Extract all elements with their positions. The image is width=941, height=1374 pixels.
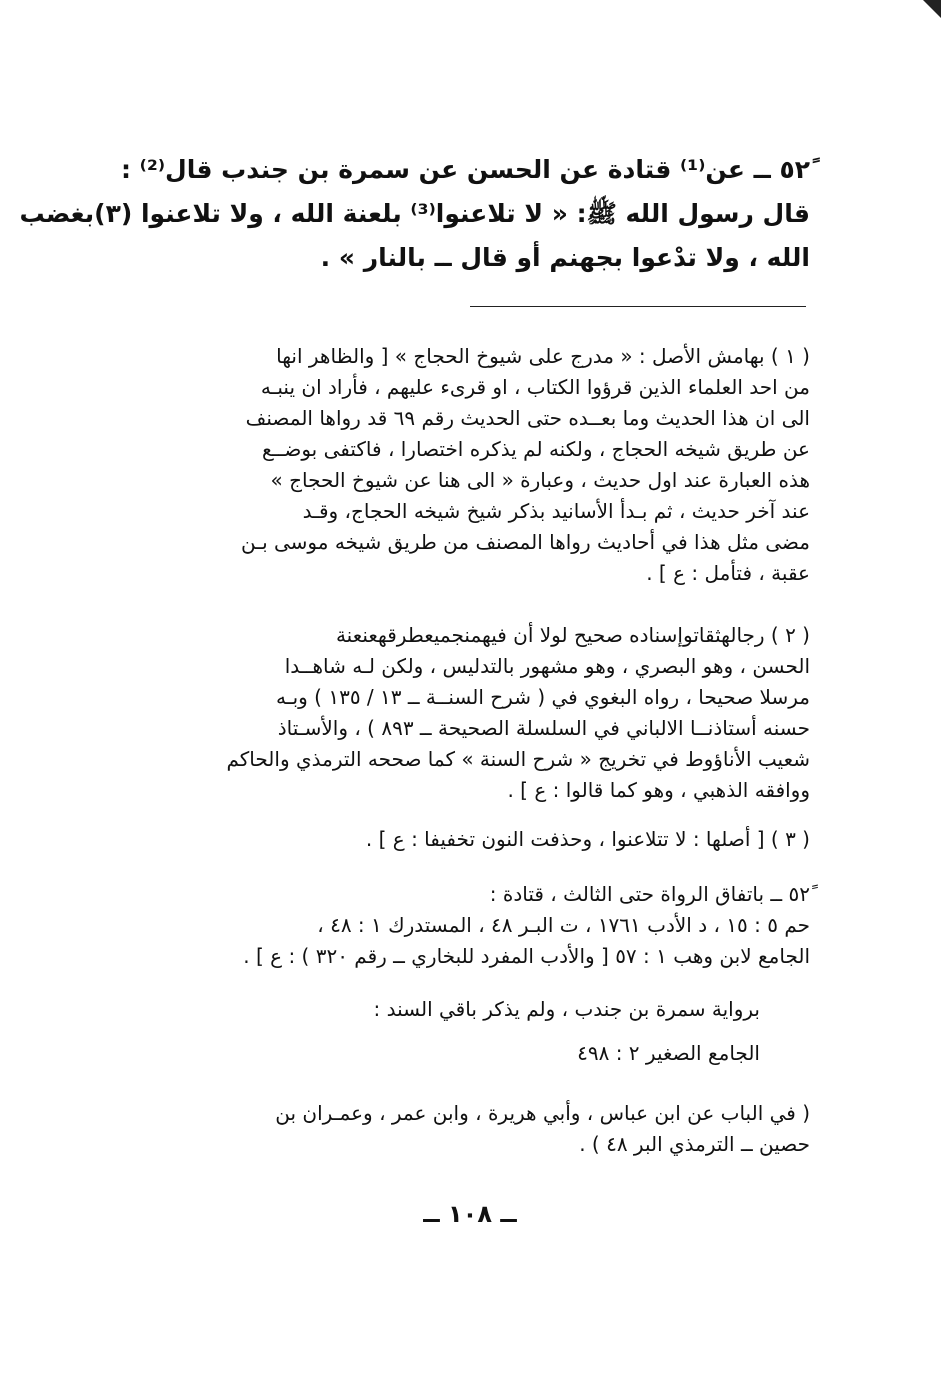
footnote-line: الى ان هذا الحديث وما بعــده حتى الحديث رقم ٦٩ قد رواها المصنف <box>245 406 810 430</box>
reference-line: الجامع لابن وهب ١ : ٥٧ [ والأدب المفرد للبخاري ــ رقم ٣٢٠ ) : ع ] . <box>243 944 810 968</box>
reference-line: حم ٥ : ١٥ ، د الأدب ١٧٦١ ، ت البـر ٤٨ ، المستدرك ١ : ٤٨ ، <box>317 913 810 937</box>
hadith-line: الله ، ولا تدْعوا بجهنم أو قال ــ بالنار » . <box>320 243 810 272</box>
footnote-line: هذه العبارة عند اول حديث ، وعبارة « الى هنا عن شيوخ الحجاج » <box>270 468 810 492</box>
footnote-1 <box>160 341 810 589</box>
hadith-text <box>19 148 810 280</box>
reference-line: حصين ــ الترمذي البر ٤٨ ) . <box>579 1132 810 1156</box>
footnote-line: شعيب الأناؤوط في تخريج « شرح السنة » كما صححه الترمذي والحاكم <box>226 747 810 771</box>
footnote-line: عند آخر حديث ، ثم بـدأ الأسانيد بذكر شيخ شيخه الحجاج، وقـد <box>302 499 810 523</box>
footnote-line: ( ١ ) بهامش الأصل : « مدرج على شيوخ الحجاج » [ والظاهر انها <box>276 344 810 368</box>
reference-line: ( في الباب عن ابن عباس ، وأبي هريرة ، وابن عمر ، وعمـران بن <box>275 1101 810 1125</box>
footnote-line: مرسلا صحيحا ، رواه البغوي في ( شرح السنــة ــ ١٣ / ١٣٥ ) وبـه <box>276 685 810 709</box>
footnote-2 <box>160 620 810 806</box>
footnote-line: ( ٢ ) رجالهثقاتوإسناده صحيح لولا أن فيهمنجميعطرقهعنعنة <box>335 623 810 647</box>
footnote-line: من احد العلماء الذين قرؤوا الكتاب ، او قرىء عليهم ، فأراد ان ينبـه <box>260 375 810 399</box>
footnote-line: حسنه أستاذنــا الالباني في السلسلة الصحيحة ــ ٨٩٣ ) ، والأسـتاذ <box>277 716 810 740</box>
footnote-line: عقبة ، فتأمل : ع ] . <box>646 561 810 585</box>
footnote-3 <box>230 824 810 855</box>
references-chapter <box>160 1098 810 1160</box>
page-number: ــ ١٠٨ ــ <box>423 1200 517 1228</box>
references-sources <box>160 879 810 972</box>
footnote-line: مضى مثل هذا في أحاديث رواها المصنف من طريق شيخه موسى بـن <box>240 530 810 554</box>
footnote-line: ( ٣ ) [ أصلها : لا تتلاعنوا ، وحذفت النون تخفيفا : ع ] . <box>365 827 810 851</box>
page-corner-mark <box>911 0 941 24</box>
hadith-line: قال رسول الله ﷺ: « لا تلاعنوا⁽³⁾ بلعنة الله ، ولا تلاعنوا (٣)بغضب <box>19 199 810 228</box>
reference-line: ٥٢ً ــ باتفاق الرواة حتى الثالث ، قتادة : <box>489 882 810 906</box>
footnote-line: ووافقه الذهبي ، وهو كما قالوا : ع ] . <box>507 778 810 802</box>
footnote-line: عن طريق شيخه الحجاج ، ولكنه لم يذكره اختصارا ، فاكتفى بوضــع <box>261 437 810 461</box>
reference-line: برواية سمرة بن جندب ، ولم يذكر باقي السند : <box>373 997 760 1021</box>
footnote-separator <box>470 306 806 307</box>
references-jami <box>500 1038 760 1069</box>
references-narration <box>300 994 760 1025</box>
hadith-line: ٥٢ً ــ عن⁽¹⁾ قتادة عن الحسن عن سمرة بن جندب قال⁽²⁾ : <box>120 155 810 184</box>
footnote-line: الحسن ، وهو البصري ، وهو مشهور بالتدليس ، ولكن لـه شاهــدا <box>284 654 810 678</box>
reference-line: الجامع الصغير ٢ : ٤٩٨ <box>577 1041 760 1065</box>
